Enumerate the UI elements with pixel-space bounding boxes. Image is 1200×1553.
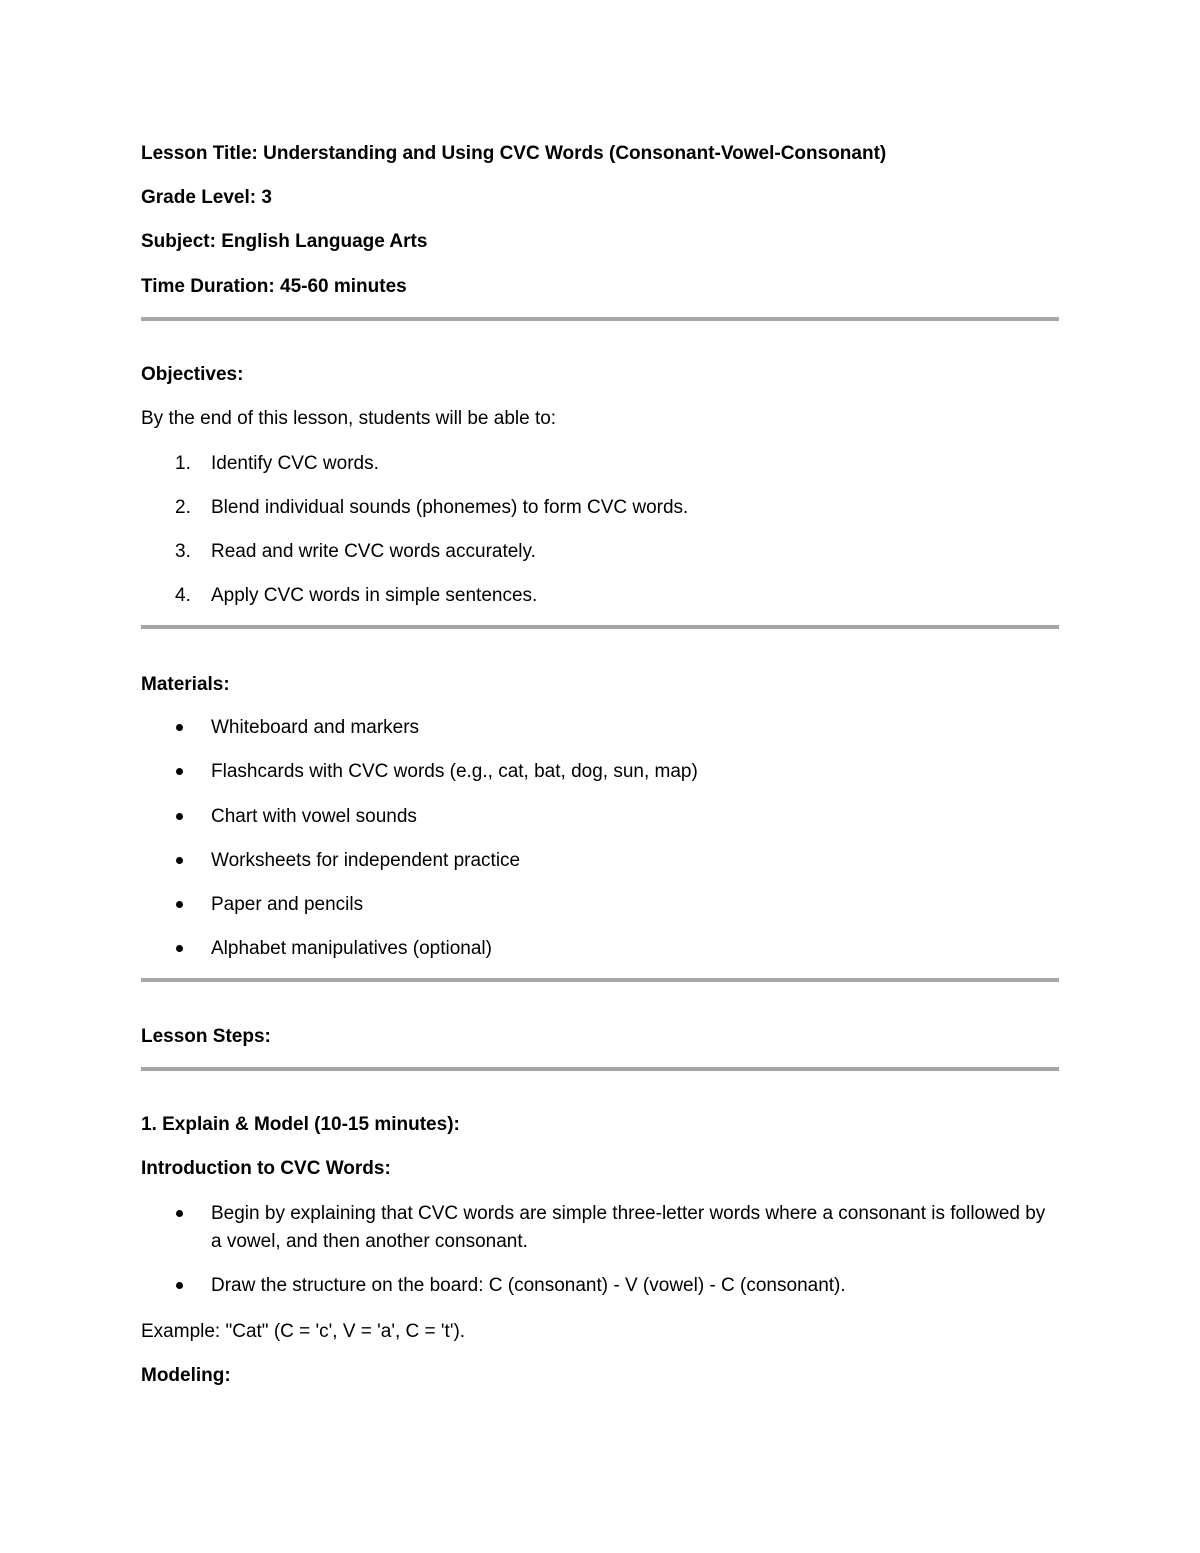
objective-text: Blend individual sounds (phonemes) to form CVC words. [211,497,689,518]
subject-value: English Language Arts [221,231,428,252]
modeling-heading: Modeling: [141,1365,231,1386]
subject-line [141,230,427,254]
example-text: Example: "Cat" (C = 'c', V = 'a', C = 't'). [141,1321,466,1342]
material-text: Worksheets for independent practice [211,850,521,871]
duration-label: Time Duration: [141,276,275,297]
bullet-icon [176,1282,183,1289]
material-text: Whiteboard and markers [211,717,420,738]
grade-level-label: Grade Level: [141,187,257,208]
objective-number: 1. [175,453,191,474]
document-page [141,0,1059,1553]
intro-item-text: Begin by explaining that CVC words are simple three-letter words where a consonant is followed by a vowel, and then another consonant. [211,1203,1046,1252]
grade-level-value: 3 [261,187,272,208]
bullet-icon [176,813,183,820]
duration-line [141,275,407,299]
objective-number: 4. [175,585,191,606]
bullet-icon [176,724,183,731]
materials-heading: Materials: [141,674,230,695]
horizontal-rule [141,317,1059,321]
bullet-icon [176,901,183,908]
lesson-title-line [141,142,886,166]
bullet-icon [176,857,183,864]
lesson-title-label: Lesson Title: [141,143,258,164]
objective-text: Identify CVC words. [211,453,379,474]
bullet-icon [176,945,183,952]
objectives-heading: Objectives: [141,364,244,385]
lesson-title-value: Understanding and Using CVC Words (Consonant-Vowel-Consonant) [263,143,887,164]
lesson-steps-heading: Lesson Steps: [141,1026,271,1047]
intro-cvc-heading: Introduction to CVC Words: [141,1158,391,1179]
objective-text: Apply CVC words in simple sentences. [211,585,538,606]
duration-value: 45-60 minutes [280,276,407,297]
subject-label: Subject: [141,231,216,252]
objective-number: 3. [175,541,191,562]
grade-level-line [141,186,272,210]
objective-text: Read and write CVC words accurately. [211,541,536,562]
horizontal-rule [141,625,1059,629]
material-text: Paper and pencils [211,894,364,915]
horizontal-rule [141,978,1059,982]
material-text: Flashcards with CVC words (e.g., cat, bat, dog, sun, map) [211,761,698,782]
step-1-title: 1. Explain & Model (10-15 minutes): [141,1114,460,1135]
material-text: Alphabet manipulatives (optional) [211,938,492,959]
bullet-icon [176,768,183,775]
objective-number: 2. [175,497,191,518]
intro-item-text: Draw the structure on the board: C (consonant) - V (vowel) - C (consonant). [211,1275,846,1296]
horizontal-rule [141,1067,1059,1071]
material-text: Chart with vowel sounds [211,806,417,827]
objectives-intro: By the end of this lesson, students will be able to: [141,408,557,429]
bullet-icon [176,1210,183,1217]
